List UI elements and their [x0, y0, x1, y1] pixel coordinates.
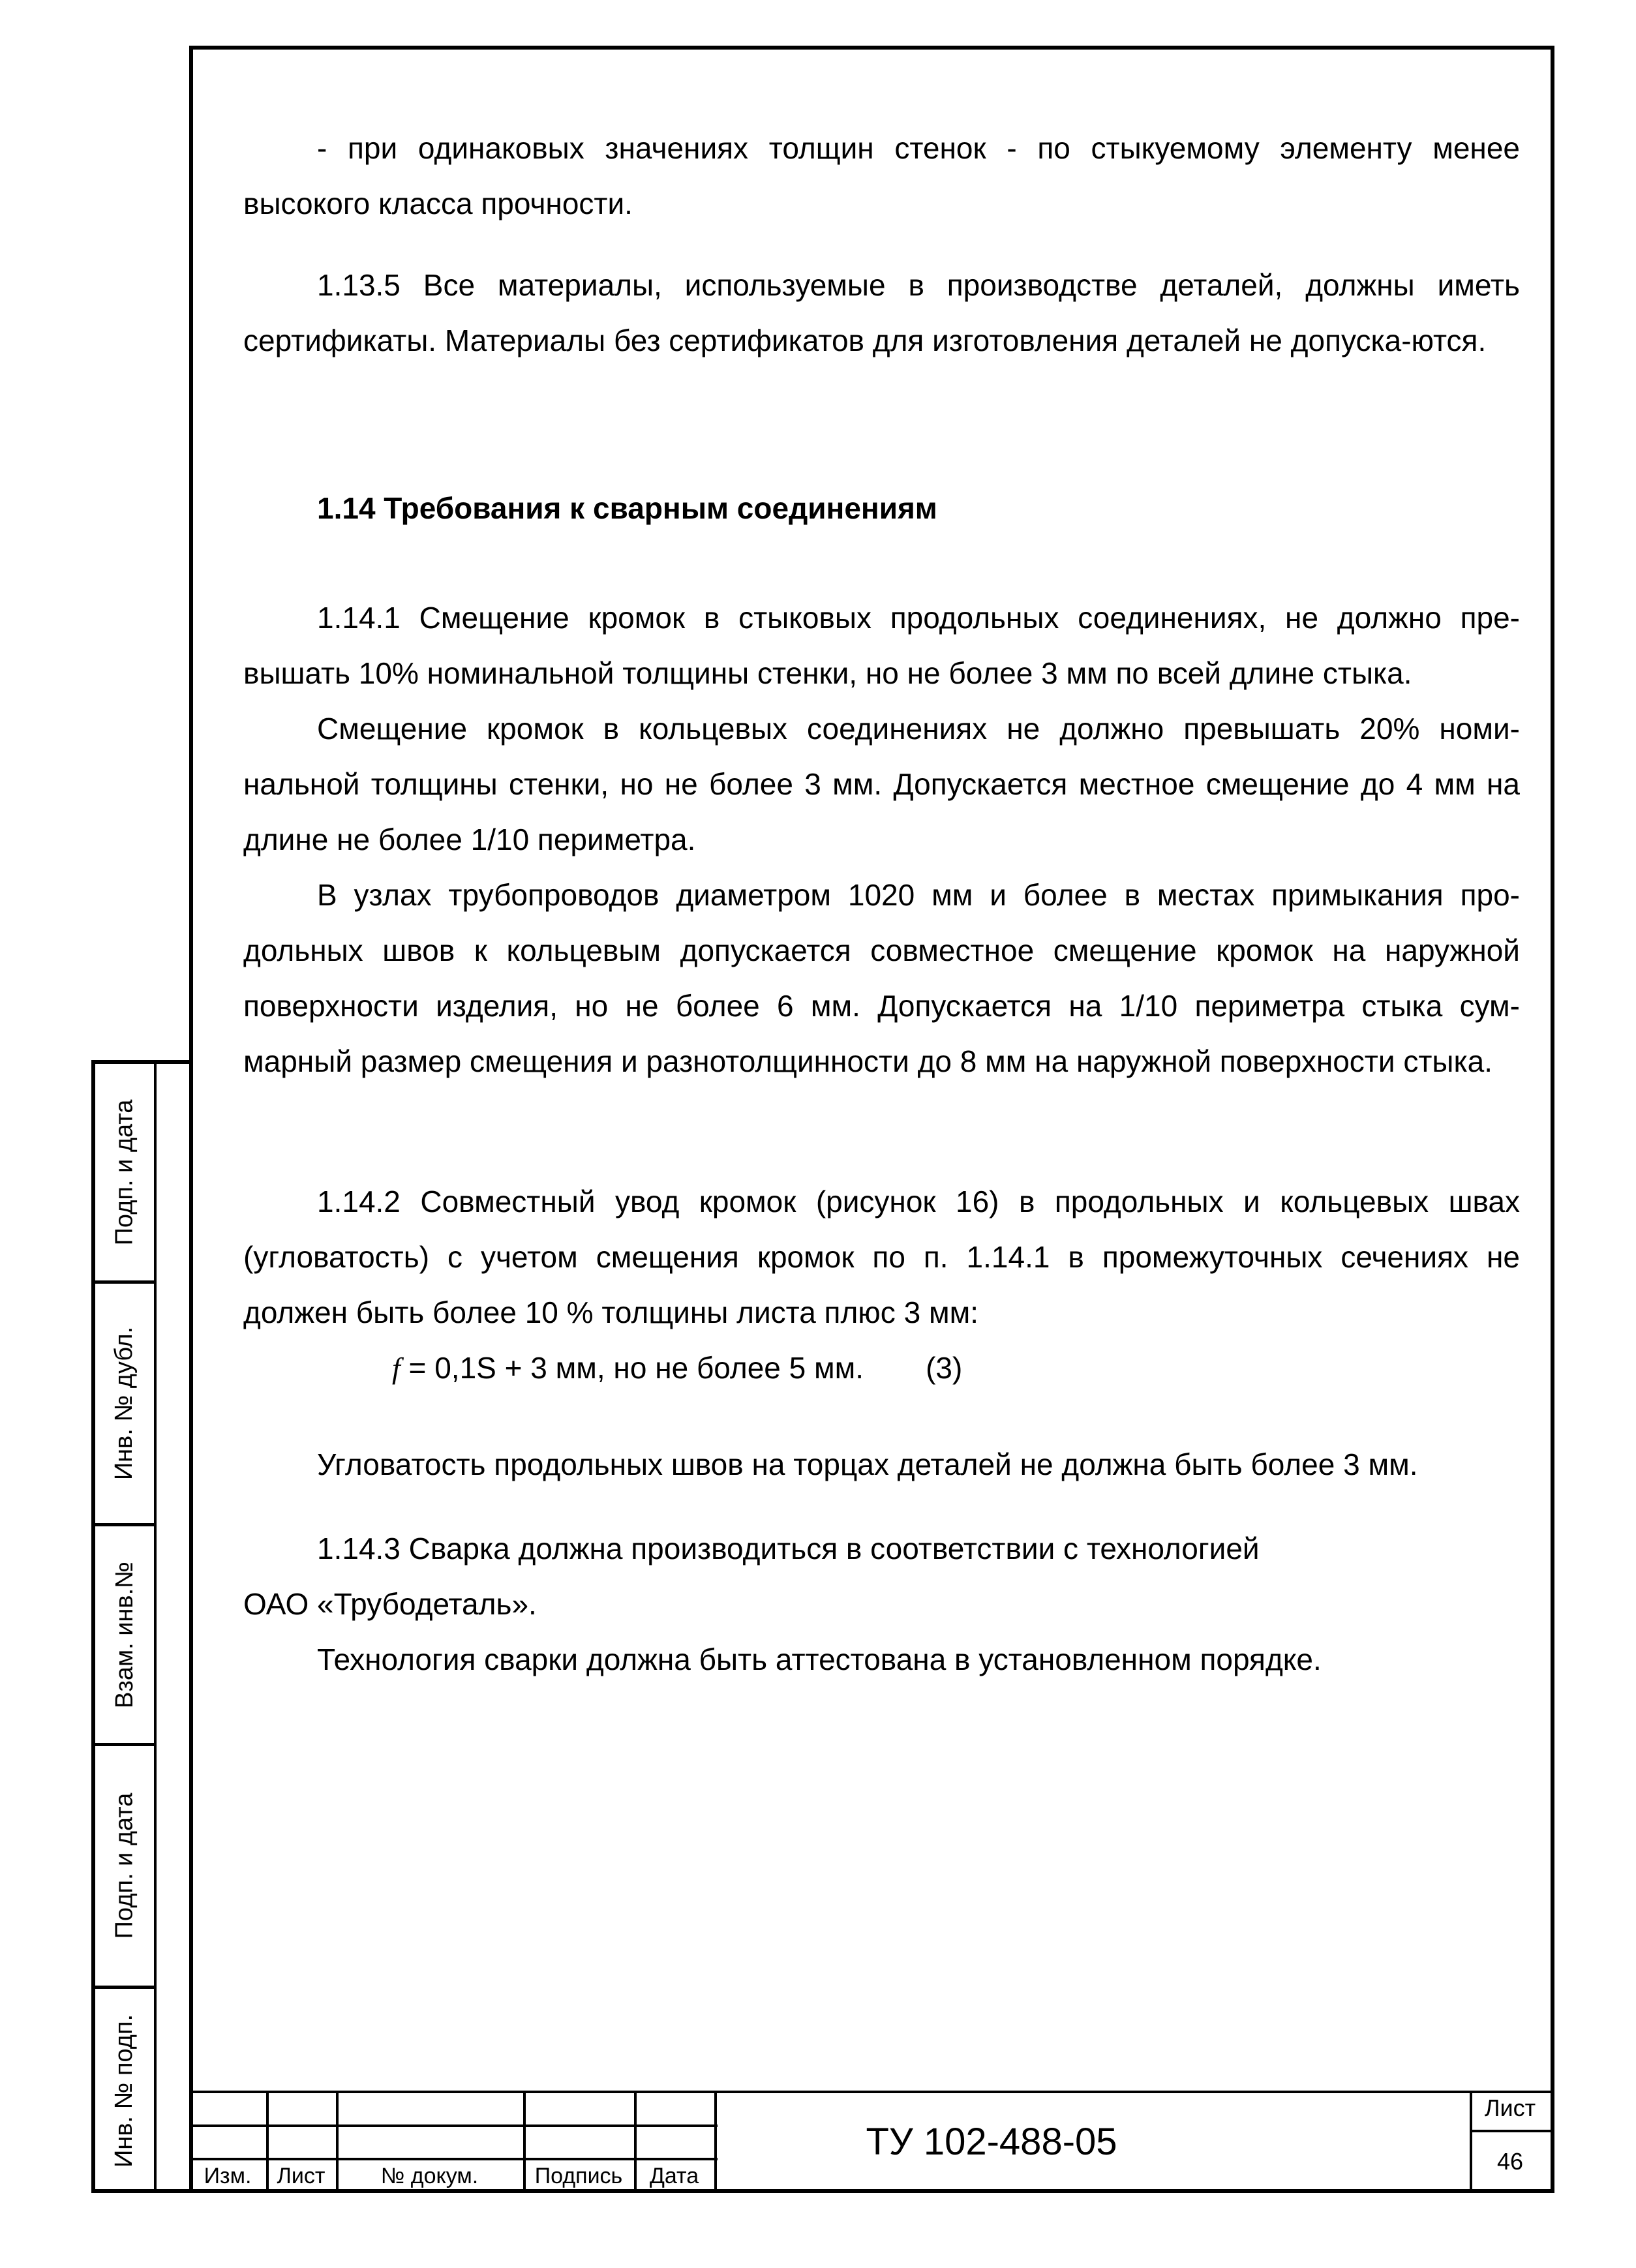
paragraph-text: Угловатость продольных швов на торцах деталей не должна быть более 3 мм. — [317, 1447, 1418, 1481]
paragraph-angularity — [243, 1437, 1520, 1492]
strip-cell-sign-date-2 — [95, 1746, 154, 1989]
col-date: Дата — [649, 2164, 699, 2188]
sheet-label: Лист — [1484, 2094, 1536, 2121]
section-heading — [243, 481, 1520, 536]
paragraph-text: 1.14.3 Сварка должна производиться в соответствии с технологией — [317, 1532, 1260, 1565]
strip-cell-orig-inv — [95, 1989, 154, 2193]
paragraph-1-14-2 — [243, 1174, 1520, 1396]
binding-strip — [91, 1060, 189, 2193]
paragraph-text: Смещение кромок в кольцевых соединениях не должно превышать 20% номи-нальной толщины стенки, но не более 3 мм. Допускается местное смещение до 4 мм на длине не более 1/10 периметра. — [243, 712, 1520, 856]
title-block — [189, 2091, 1554, 2193]
paragraph-text: 1.14.1 Смещение кромок в стыковых продольных соединениях, не должно пре-вышать 10% номинальной толщины стенки, но не более 3 мм по всей длине стыка. — [243, 601, 1520, 690]
title-block-top-line — [189, 2091, 1554, 2093]
paragraph-text: - при одинаковых значениях толщин стенок - по стыкуемому элементу менее высокого класса прочности. — [243, 131, 1520, 220]
section-heading-text: 1.14 Требования к сварным соединениям — [317, 491, 937, 525]
sheet-number: 46 — [1496, 2148, 1524, 2175]
col-doc-number: № докум. — [380, 2164, 479, 2188]
col-list: Лист — [277, 2164, 326, 2188]
strip-label: Инв. № подп. — [110, 2014, 138, 2168]
grid-line — [1471, 2130, 1554, 2132]
col-signature: Подпись — [534, 2164, 623, 2188]
paragraph-text: ОАО «Трубодеталь». — [243, 1587, 537, 1621]
strip-label: Взам. инв.№ — [110, 1561, 138, 1708]
formula-expression: = 0,1S + 3 мм, но не более 5 мм. — [400, 1351, 864, 1385]
strip-cell-replace-inv — [95, 1526, 154, 1746]
strip-cell-sign-date-1 — [95, 1064, 154, 1284]
strip-divider — [154, 1064, 157, 2189]
paragraph-wall-thickness — [243, 121, 1520, 232]
strip-label: Подп. и дата — [110, 1099, 138, 1245]
strip-label: Инв. № дубл. — [110, 1326, 138, 1481]
paragraph-text: В узлах трубопроводов диаметром 1020 мм и более в местах примыкания про-дольных швов к кольцевым допускается совместное смещение кромок на наружной поверхности изделия, но не более 6 мм. Допускается на 1/10 периметра стыка сум-марный размер смещения и разнотолщинности до 8 мм на наружной поверхности стыка. — [243, 878, 1520, 1078]
paragraph-1-14-1 — [243, 590, 1520, 1089]
document-code: ТУ 102-488-05 — [866, 2121, 1117, 2163]
paragraph-1-14-3 — [243, 1521, 1520, 1687]
paragraph-1-13-5 — [243, 258, 1520, 369]
col-izm: Изм. — [204, 2164, 252, 2188]
strip-cell-dup-inv — [95, 1284, 154, 1526]
paragraph-text: 1.14.2 Совместный увод кромок (рисунок 16) в продольных и кольцевых швах (угловатость) с учетом смещения кромок по п. 1.14.1 в промежуточных сечениях не должен быть более 10 % толщины листа плюс 3 мм: — [243, 1185, 1520, 1329]
formula-variable: f — [392, 1352, 401, 1385]
strip-label: Подп. и дата — [110, 1792, 138, 1939]
formula-number: (3) — [926, 1351, 963, 1385]
formula-line — [243, 1340, 1520, 1396]
paragraph-text: Технология сварки должна быть аттестована в установленном порядке. — [317, 1642, 1322, 1676]
paragraph-text: 1.13.5 Все материалы, используемые в производстве деталей, должны иметь сертификаты. Материалы без сертификатов для изготовления деталей не допуска-ются. — [243, 268, 1520, 357]
